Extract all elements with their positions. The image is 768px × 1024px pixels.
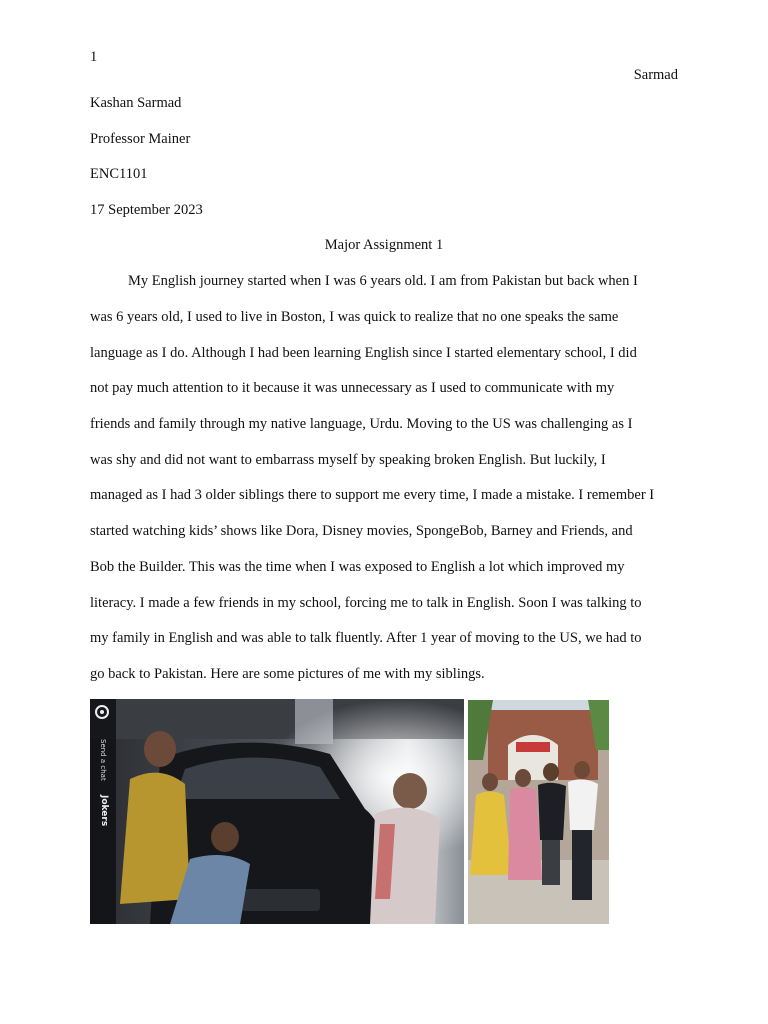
essay-date: 17 September 2023: [90, 202, 203, 218]
body-line: my family in English and was able to talk fluently. After 1 year of moving to the US, we had to: [90, 630, 642, 646]
photo-siblings-car: [90, 699, 464, 924]
body-line: was shy and did not want to embarrass myself by speaking broken English. But luckily, I: [90, 452, 606, 468]
body-line: started watching kids’ shows like Dora, Disney movies, SpongeBob, Barney and Friends, and: [90, 523, 633, 539]
essay-title: Major Assignment 1: [324, 237, 444, 253]
body-line: managed as I had 3 older siblings there to support me every time, I made a mistake. I remember I: [90, 487, 655, 503]
course-code: ENC1101: [90, 166, 148, 182]
student-name: Kashan Sarmad: [90, 95, 182, 111]
body-line: literacy. I made a few friends in my school, forcing me to talk in English. Soon I was talking to: [90, 595, 642, 611]
snap-label: Jokers: [99, 795, 109, 827]
body-line: not pay much attention to it because it was unnecessary as I used to communicate with my: [90, 380, 615, 396]
body-line: Bob the Builder. This was the time when I was exposed to English a lot which improved my: [90, 559, 625, 575]
running-head: Sarmad: [633, 67, 678, 83]
body-line: friends and family through my native language, Urdu. Moving to the US was challenging as I: [90, 416, 633, 432]
body-line: My English journey started when I was 6 years old. I am from Pakistan but back when I: [128, 273, 638, 289]
snap-send-text: Send a chat: [99, 739, 107, 781]
body-line: language as I do. Although I had been learning English since I started elementary school, I did: [90, 345, 637, 361]
photo-siblings-outside: [468, 700, 609, 924]
page-number: 1: [90, 49, 98, 65]
body-line: go back to Pakistan. Here are some pictures of me with my siblings.: [90, 666, 485, 682]
professor-name: Professor Mainer: [90, 131, 191, 147]
body-line: was 6 years old, I used to live in Boston, I was quick to realize that no one speaks the same: [90, 309, 619, 325]
